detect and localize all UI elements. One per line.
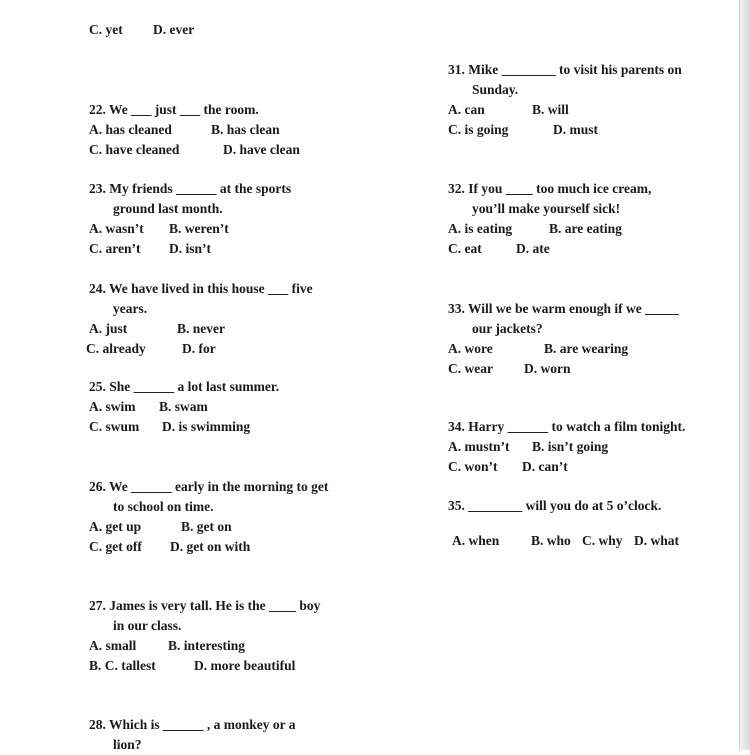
- option-d: D. ever: [153, 22, 195, 37]
- option-b: B. are eating: [549, 221, 622, 236]
- option-d: D. must: [553, 122, 599, 137]
- option-d: D. what: [634, 533, 680, 548]
- option-d: D. ate: [516, 241, 550, 256]
- question-stem: 25. She ______ a lot last summer.: [89, 379, 280, 394]
- question-stem-continued: Sunday.: [472, 82, 519, 97]
- option-a: A. is eating: [448, 221, 513, 236]
- option-a: A. when: [452, 533, 500, 548]
- option-a: A. wasn’t: [89, 221, 144, 236]
- option-d: D. can’t: [522, 459, 568, 474]
- question-stem-continued: to school on time.: [113, 499, 214, 514]
- option-a: A. small: [89, 638, 137, 653]
- option-b: B. are wearing: [544, 341, 629, 356]
- question-24: [86, 279, 313, 359]
- option-d: D. more beautiful: [194, 658, 296, 673]
- question-22: [89, 100, 300, 160]
- question-25: [89, 377, 279, 437]
- question-stem: 31. Mike ________ to visit his parents on: [448, 62, 682, 77]
- question-35: [448, 496, 680, 551]
- option-a: A. wore: [448, 341, 493, 356]
- option-b: B. who: [531, 533, 571, 548]
- question-stem-continued: in our class.: [113, 618, 182, 633]
- question-stem-continued: ground last month.: [113, 201, 223, 216]
- option-d: D. worn: [524, 361, 571, 376]
- option-c: C. aren’t: [89, 241, 141, 256]
- option-a: A. swim: [89, 399, 136, 414]
- option-a: A. mustn’t: [448, 439, 510, 454]
- option-a: A. can: [448, 102, 485, 117]
- question-31: [448, 60, 682, 140]
- option-b: B. weren’t: [169, 221, 229, 236]
- option-b: B. never: [177, 321, 225, 336]
- option-c: C. eat: [448, 241, 482, 256]
- option-b: B. will: [532, 102, 569, 117]
- option-b: B. swam: [159, 399, 208, 414]
- option-b: B. isn’t going: [532, 439, 609, 454]
- option-b: B. interesting: [168, 638, 245, 653]
- option-c: C. have cleaned: [89, 142, 180, 157]
- question-26: [89, 477, 328, 557]
- option-c: C. won’t: [448, 459, 498, 474]
- option-d: D. for: [182, 341, 216, 356]
- question-stem: 27. James is very tall. He is the ____ boy: [89, 598, 321, 613]
- option-c: C. wear: [448, 361, 493, 376]
- option-d: D. isn’t: [169, 241, 212, 256]
- option-d: D. get on with: [170, 539, 251, 554]
- option-c: B. C. tallest: [89, 658, 156, 673]
- option-a: A. get up: [89, 519, 142, 534]
- question-33: [448, 299, 679, 379]
- question-34: [448, 417, 685, 477]
- question-stem: 28. Which is ______ , a monkey or a: [89, 717, 296, 732]
- option-b: B. has clean: [211, 122, 280, 137]
- question-27: [89, 596, 320, 676]
- question-stem-continued: our jackets?: [472, 321, 543, 336]
- option-d: D. is swimming: [162, 419, 251, 434]
- option-c: C. yet: [89, 22, 123, 37]
- question-stem: 34. Harry ______ to watch a film tonight.: [448, 419, 686, 434]
- option-d: D. have clean: [223, 142, 300, 157]
- option-c: C. why: [582, 533, 623, 548]
- question-stem: 33. Will we be warm enough if we _____: [448, 301, 679, 316]
- option-c: C. swum: [89, 419, 140, 434]
- option-c: C. is going: [448, 122, 509, 137]
- question-stem: 35. ________ will you do at 5 o’clock.: [448, 498, 662, 513]
- question-stem-continued: you’ll make yourself sick!: [472, 201, 621, 216]
- question-28: [89, 715, 296, 755]
- question-stem-continued: lion?: [113, 737, 142, 752]
- question-stem: 22. We ___ just ___ the room.: [89, 102, 259, 117]
- option-c: C. get off: [89, 539, 142, 554]
- page-edge: [739, 0, 750, 750]
- question-stem: 26. We ______ early in the morning to get: [89, 479, 329, 494]
- question-32: [448, 179, 651, 259]
- question-23: [89, 179, 291, 259]
- option-a: A. just: [89, 321, 128, 336]
- option-b: B. get on: [181, 519, 232, 534]
- question-stem: 24. We have lived in this house ___ five: [89, 281, 313, 296]
- question-stem-continued: years.: [113, 301, 148, 316]
- question-stem: 32. If you ____ too much ice cream,: [448, 181, 652, 196]
- option-c: C. already: [86, 341, 146, 356]
- option-a: A. has cleaned: [89, 122, 172, 137]
- question-stem: 23. My friends ______ at the sports: [89, 181, 292, 196]
